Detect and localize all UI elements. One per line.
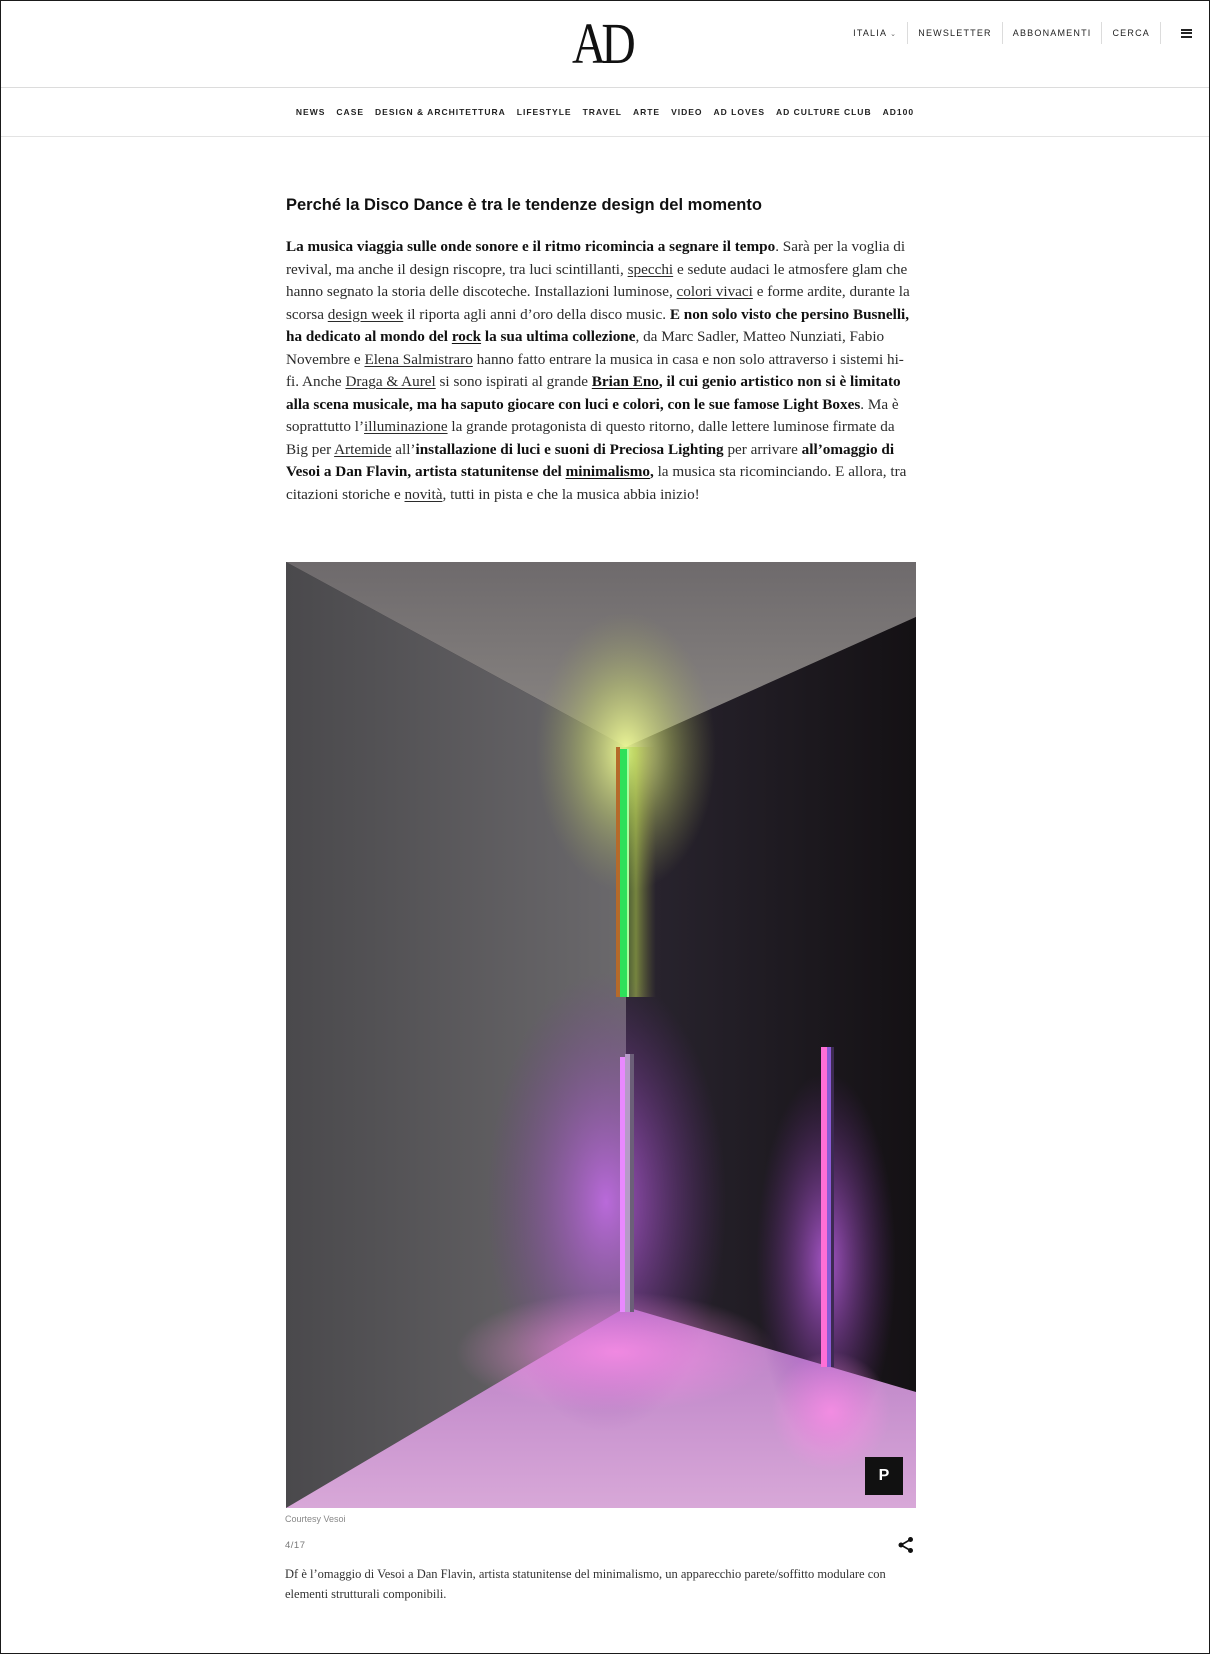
body-text: e forme ardite, durante la scorsa: [286, 283, 910, 323]
bold-text: ,: [649, 463, 654, 480]
nav-item-news[interactable]: NEWS: [295, 107, 326, 117]
article-headline: Perché la Disco Dance è tra le tendenze design del momento: [286, 196, 762, 214]
edition-label: ITALIA: [853, 28, 888, 38]
menu-button[interactable]: [1160, 22, 1192, 44]
body-text: il riporta agli anni d’oro della disco music.: [403, 305, 670, 323]
body-text: , tutti in pista e che la musica abbia inizio!: [442, 485, 700, 503]
newsletter-link[interactable]: NEWSLETTER: [907, 22, 1002, 44]
body-text: , da Marc Sadler, Matteo Nunziati, Fabio Novembre e: [286, 328, 885, 368]
search-link[interactable]: CERCA: [1101, 22, 1160, 44]
link-specchi[interactable]: specchi: [627, 260, 674, 278]
light-installation-image: [286, 562, 916, 1508]
link-draga-aurel[interactable]: Draga & Aurel: [345, 373, 436, 390]
main-nav: [0, 88, 1210, 137]
pinterest-button[interactable]: [865, 1457, 903, 1495]
body-text: hanno fatto entrare la musica in casa e non solo attraverso i sistemi hi-fi. Anche: [286, 350, 904, 390]
slide-counter: 4/17: [285, 1540, 306, 1551]
link-artemide[interactable]: Artemide: [334, 440, 392, 458]
utility-nav: [843, 22, 1192, 44]
nav-item-ad-culture-club[interactable]: AD CULTURE CLUB: [776, 107, 872, 117]
nav-item-arte[interactable]: ARTE: [632, 107, 661, 117]
nav-item-travel[interactable]: TRAVEL: [582, 107, 622, 117]
link-design-week[interactable]: design week: [327, 305, 404, 323]
body-text: all’: [391, 440, 416, 458]
nav-item-ad-loves[interactable]: AD LOVES: [713, 107, 765, 117]
article-body: [286, 236, 916, 506]
link-illuminazione[interactable]: illuminazione: [364, 418, 448, 435]
bold-text: E non solo visto che persino Busnelli, ha dedicato al mondo del: [286, 305, 910, 345]
site-header: [0, 0, 1210, 88]
nav-item-case[interactable]: CASE: [336, 107, 365, 117]
link-novita[interactable]: novità: [404, 485, 443, 503]
body-text: . Sarà per la voglia di revival, ma anche il design riscopre, tra luci scintillanti,: [286, 238, 906, 278]
link-brian-eno[interactable]: Brian Eno: [591, 373, 659, 390]
hamburger-icon: [1181, 29, 1192, 38]
body-text: per arrivare: [723, 440, 802, 458]
subscriptions-link[interactable]: ABBONAMENTI: [1002, 22, 1102, 44]
nav-item-lifestyle[interactable]: LIFESTYLE: [516, 107, 572, 117]
body-text: e sedute audaci le atmosfere glam che hanno segnato la storia delle discoteche. Installazioni luminose,: [286, 260, 908, 300]
bold-text: , il cui genio artistico non si è limitato alla scena musicale, ma ha saputo giocare con luci e colori, con le sue famose Light Boxes: [286, 373, 901, 413]
ad-logo[interactable]: AD: [572, 11, 631, 76]
photo-credit: Courtesy Vesoi: [285, 1514, 346, 1524]
body-text: la grande protagonista di questo ritorno, dalle lettere luminose firmate da Big per: [286, 418, 895, 458]
bold-text: la sua ultima collezione: [481, 328, 636, 345]
bold-text: La musica viaggia sulle onde sonore e il ritmo ricomincia a segnare il tempo: [286, 238, 776, 255]
pinterest-icon: P: [878, 1467, 890, 1484]
nav-item-design[interactable]: DESIGN & ARCHITETTURA: [375, 107, 506, 117]
share-button[interactable]: [897, 1536, 915, 1554]
chevron-down-icon: ⌄: [890, 31, 898, 38]
bold-text: installazione di luci e suoni di Preciosa Lighting: [415, 440, 724, 458]
photo-caption: Df è l’omaggio di Vesoi a Dan Flavin, artista statunitense del minimalismo, un apparecchio parete/soffitto modulare con elementi strutturali componibili.: [285, 1567, 886, 1601]
gallery-photo[interactable]: [286, 562, 916, 1508]
edition-selector[interactable]: [843, 22, 907, 44]
link-colori-vivaci[interactable]: colori vivaci: [676, 283, 753, 300]
nav-item-video[interactable]: VIDEO: [671, 107, 703, 117]
share-icon: [897, 1536, 915, 1554]
link-elena-salmistraro[interactable]: Elena Salmistraro: [364, 350, 473, 368]
body-text: la musica sta ricominciando. E allora, tra citazioni storiche e: [286, 463, 907, 503]
bold-text: all’omaggio di Vesoi a Dan Flavin, artista statunitense del: [286, 440, 895, 480]
body-text: si sono ispirati al grande: [435, 373, 592, 390]
body-text: . Ma è soprattutto l’: [286, 395, 899, 435]
nav-item-ad100[interactable]: AD100: [882, 107, 915, 117]
link-minimalismo[interactable]: minimalismo: [565, 463, 650, 480]
link-rock[interactable]: rock: [451, 328, 482, 345]
